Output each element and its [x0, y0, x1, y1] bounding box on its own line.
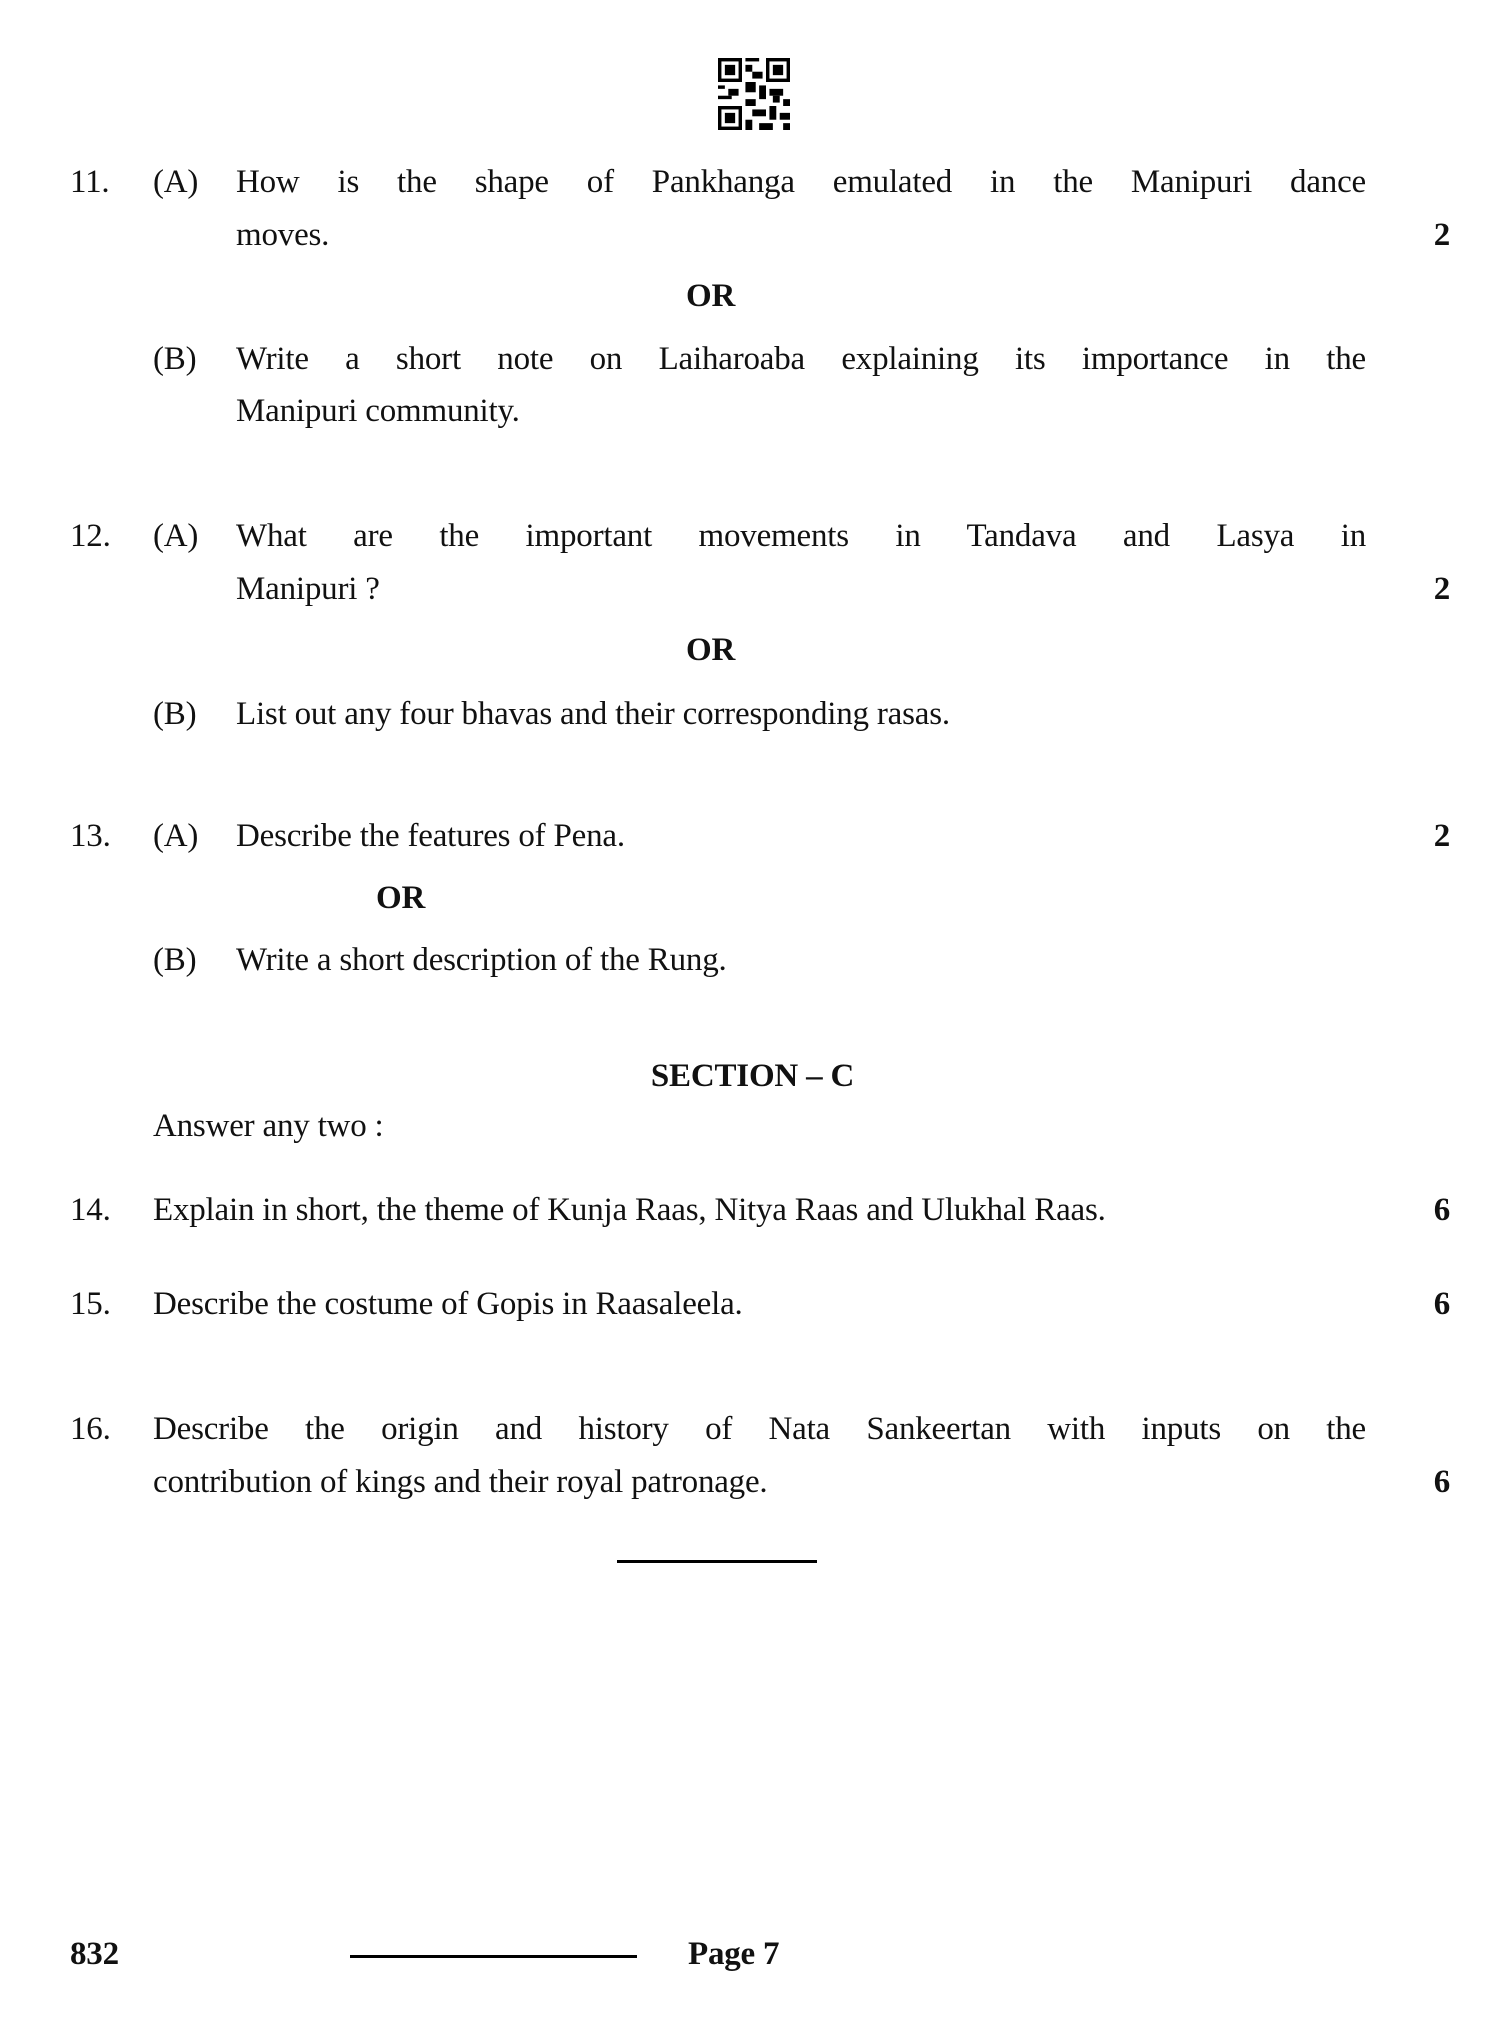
question-text: Manipuri ? — [236, 571, 380, 607]
question-text: How is the shape of Pankhanga emulated in the Manipuri dance — [236, 164, 1366, 200]
section-title — [0, 1050, 1505, 1102]
option-label: (B) — [153, 696, 197, 732]
or-separator: OR — [686, 278, 736, 314]
option-label: (A) — [153, 818, 199, 854]
question-text: What are the important movements in Tandava and Lasya in — [236, 518, 1366, 554]
paper-code: 832 — [70, 1936, 119, 1972]
page-number: Page 7 — [688, 1936, 780, 1972]
or-separator: OR — [686, 632, 736, 668]
question-text: Explain in short, the theme of Kunja Raas, Nitya Raas and Ulukhal Raas. — [153, 1192, 1106, 1228]
end-divider — [617, 1560, 817, 1563]
option-label: (A) — [153, 164, 199, 200]
or-separator: OR — [376, 880, 426, 916]
footer-divider — [350, 1955, 637, 1958]
marks: 2 — [1433, 818, 1450, 854]
option-label: (B) — [153, 942, 197, 978]
question-text: contribution of kings and their royal patronage. — [153, 1464, 768, 1500]
question-number: 16. — [70, 1411, 111, 1447]
question-text: Manipuri community. — [236, 393, 520, 429]
question-text: Describe the origin and history of Nata Sankeertan with inputs on the — [153, 1411, 1366, 1447]
question-number: 13. — [70, 818, 111, 854]
question-number: 12. — [70, 518, 111, 554]
question-text: Write a short note on Laiharoaba explaining its importance in the — [236, 341, 1366, 377]
question-text: Write a short description of the Rung. — [236, 942, 727, 978]
option-label: (A) — [153, 518, 199, 554]
question-text: moves. — [236, 217, 330, 253]
question-text: Describe the features of Pena. — [236, 818, 625, 854]
section-title-text: SECTION – C — [650, 1058, 855, 1094]
marks: 2 — [1433, 217, 1450, 253]
question-text: List out any four bhavas and their corresponding rasas. — [236, 696, 950, 732]
marks: 6 — [1433, 1192, 1450, 1228]
marks: 2 — [1433, 571, 1450, 607]
question-number: 11. — [70, 164, 110, 200]
qr-code-icon — [718, 58, 790, 130]
marks: 6 — [1433, 1464, 1450, 1500]
section-instruction: Answer any two : — [153, 1108, 384, 1144]
question-text: Describe the costume of Gopis in Raasaleela. — [153, 1286, 743, 1322]
question-number: 14. — [70, 1192, 111, 1228]
question-number: 15. — [70, 1286, 111, 1322]
option-label: (B) — [153, 341, 197, 377]
marks: 6 — [1433, 1286, 1450, 1322]
